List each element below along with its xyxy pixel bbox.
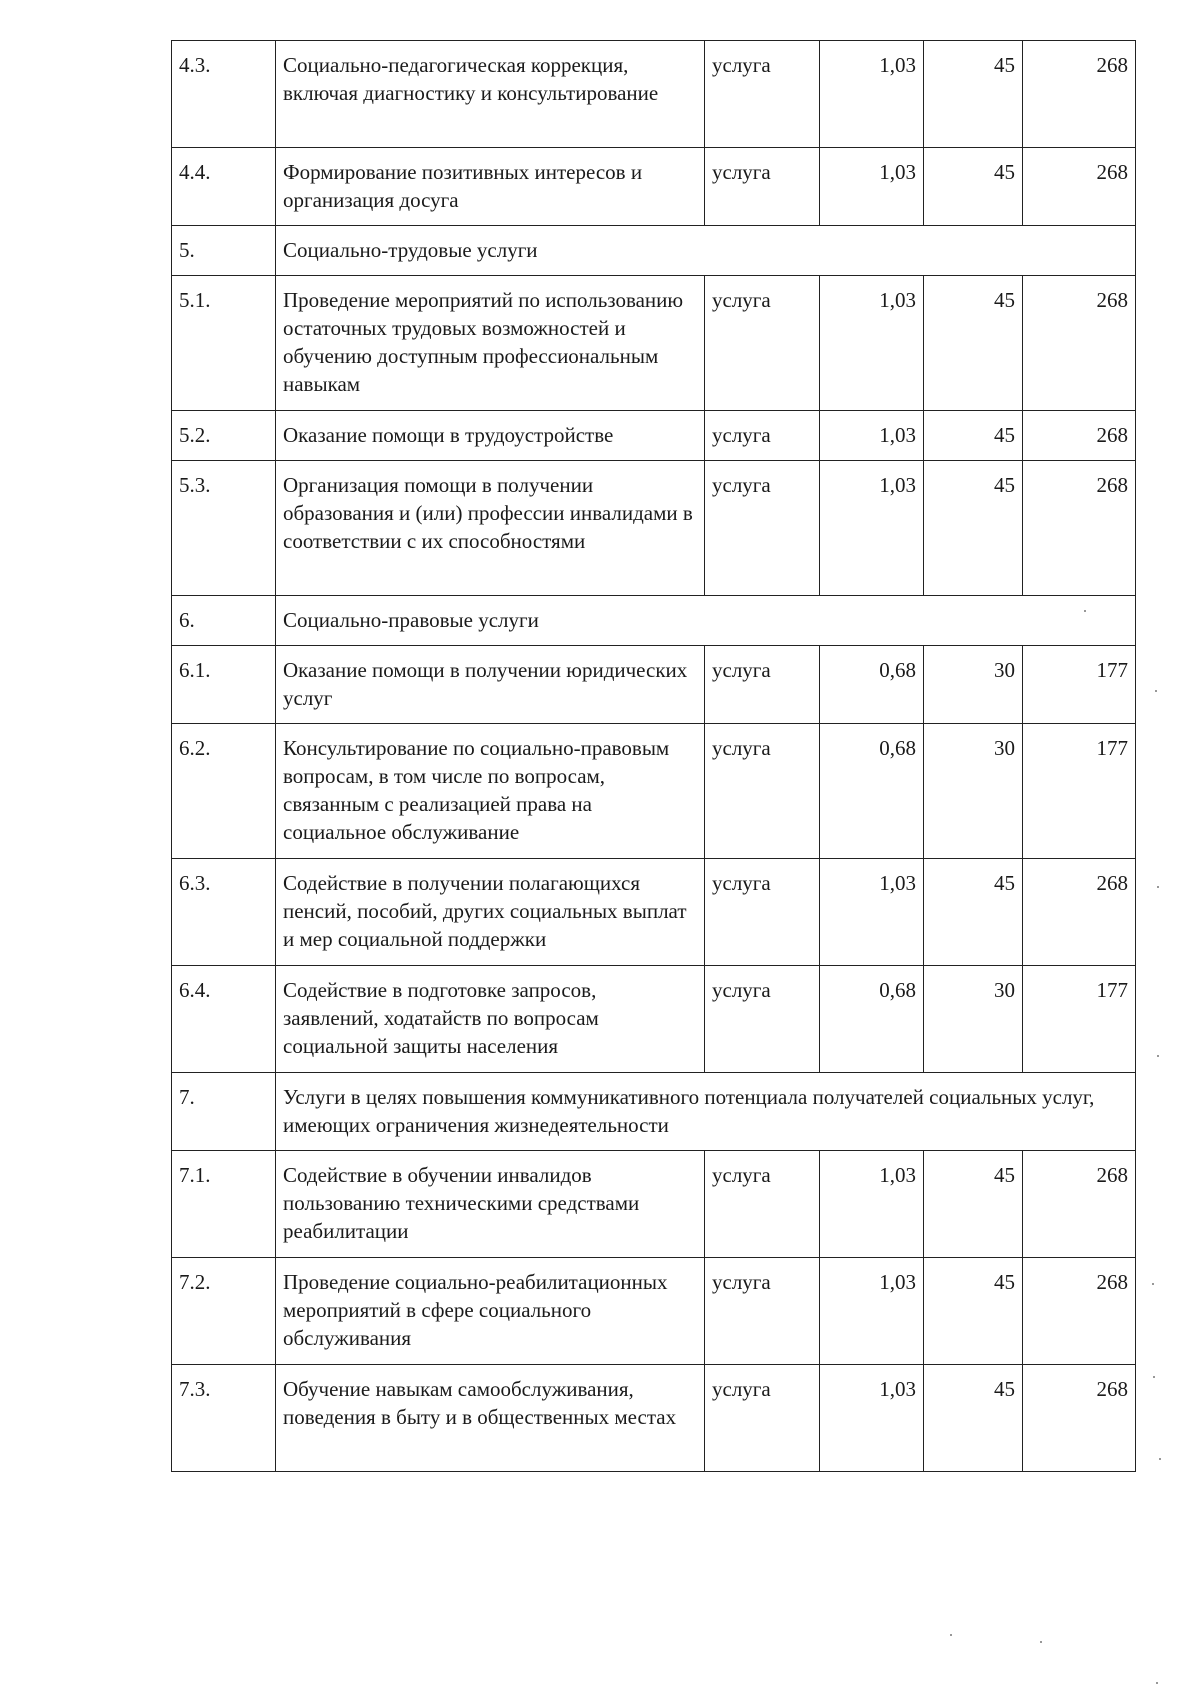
service-name: Содействие в подготовке запросов, заявлений, ходатайств по вопросам социальной защиты населения — [276, 966, 705, 1073]
coefficient-cell: 1,03 — [820, 859, 924, 966]
minutes-cell: 45 — [924, 411, 1023, 461]
minutes-cell: 30 — [924, 724, 1023, 859]
price-cell: 177 — [1023, 646, 1136, 724]
section-title: Социально-трудовые услуги — [276, 226, 1136, 276]
unit-cell: услуга — [705, 646, 820, 724]
table-row — [172, 1365, 1136, 1472]
row-number: 5. — [172, 226, 276, 276]
service-name: Социально-педагогическая коррекция, включая диагностику и консультирование — [276, 41, 705, 148]
minutes-cell: 45 — [924, 1151, 1023, 1258]
minutes-cell: 45 — [924, 1365, 1023, 1472]
table-row — [172, 276, 1136, 411]
coefficient-cell: 0,68 — [820, 724, 924, 859]
row-number: 6.3. — [172, 859, 276, 966]
scan-speck — [1084, 610, 1086, 612]
price-cell: 177 — [1023, 724, 1136, 859]
scan-speck — [950, 1634, 952, 1636]
scan-speck — [1153, 1376, 1155, 1378]
coefficient-cell: 1,03 — [820, 1258, 924, 1365]
minutes-cell: 30 — [924, 966, 1023, 1073]
table-row — [172, 41, 1136, 148]
table-row — [172, 646, 1136, 724]
minutes-cell: 45 — [924, 148, 1023, 226]
row-number: 7.1. — [172, 1151, 276, 1258]
table-row — [172, 966, 1136, 1073]
unit-cell: услуга — [705, 461, 820, 596]
coefficient-cell: 1,03 — [820, 41, 924, 148]
row-number: 6.1. — [172, 646, 276, 724]
row-number: 7.2. — [172, 1258, 276, 1365]
minutes-cell: 45 — [924, 1258, 1023, 1365]
unit-cell: услуга — [705, 411, 820, 461]
price-cell: 268 — [1023, 411, 1136, 461]
service-name: Организация помощи в получении образования и (или) профессии инвалидами в соответствии с их способностями — [276, 461, 705, 596]
service-name: Содействие в получении полагающихся пенсий, пособий, других социальных выплат и мер социальной поддержки — [276, 859, 705, 966]
scan-speck — [1152, 1283, 1154, 1285]
price-cell: 268 — [1023, 1258, 1136, 1365]
unit-cell: услуга — [705, 1151, 820, 1258]
service-name: Оказание помощи в получении юридических услуг — [276, 646, 705, 724]
minutes-cell: 45 — [924, 859, 1023, 966]
coefficient-cell: 1,03 — [820, 1365, 924, 1472]
minutes-cell: 45 — [924, 41, 1023, 148]
section-row — [172, 226, 1136, 276]
table-row — [172, 724, 1136, 859]
service-name: Консультирование по социально-правовым вопросам, в том числе по вопросам, связанным с реализацией права на социальное обслуживание — [276, 724, 705, 859]
table-row — [172, 1151, 1136, 1258]
unit-cell: услуга — [705, 148, 820, 226]
coefficient-cell: 1,03 — [820, 148, 924, 226]
row-number: 6. — [172, 596, 276, 646]
row-number: 5.2. — [172, 411, 276, 461]
service-name: Формирование позитивных интересов и организация досуга — [276, 148, 705, 226]
scan-speck — [1157, 886, 1159, 888]
table-row — [172, 1258, 1136, 1365]
row-number: 5.1. — [172, 276, 276, 411]
scan-speck — [1155, 690, 1157, 692]
price-cell: 268 — [1023, 859, 1136, 966]
coefficient-cell: 1,03 — [820, 411, 924, 461]
price-cell: 268 — [1023, 276, 1136, 411]
row-number: 7.3. — [172, 1365, 276, 1472]
section-row — [172, 1073, 1136, 1151]
unit-cell: услуга — [705, 724, 820, 859]
table-row — [172, 461, 1136, 596]
section-title: Услуги в целях повышения коммуникативного потенциала получателей социальных услуг, имеющих ограничения жизнедеятельности — [276, 1073, 1136, 1151]
row-number: 4.3. — [172, 41, 276, 148]
price-cell: 268 — [1023, 461, 1136, 596]
price-cell: 177 — [1023, 966, 1136, 1073]
table-row — [172, 859, 1136, 966]
price-cell: 268 — [1023, 148, 1136, 226]
table-row — [172, 148, 1136, 226]
scan-speck — [1157, 1055, 1159, 1057]
minutes-cell: 45 — [924, 461, 1023, 596]
service-name: Оказание помощи в трудоустройстве — [276, 411, 705, 461]
services-tariff-table — [171, 40, 1136, 1472]
row-number: 5.3. — [172, 461, 276, 596]
minutes-cell: 30 — [924, 646, 1023, 724]
scan-speck — [1156, 1682, 1158, 1684]
scan-speck — [1040, 1641, 1042, 1643]
service-name: Содействие в обучении инвалидов пользованию техническими средствами реабилитации — [276, 1151, 705, 1258]
unit-cell: услуга — [705, 859, 820, 966]
table-row — [172, 411, 1136, 461]
service-name: Проведение мероприятий по использованию остаточных трудовых возможностей и обучению доступным профессиональным навыкам — [276, 276, 705, 411]
table-body — [172, 41, 1136, 1472]
row-number: 4.4. — [172, 148, 276, 226]
unit-cell: услуга — [705, 966, 820, 1073]
scan-speck — [1159, 1458, 1161, 1460]
section-row — [172, 596, 1136, 646]
service-name: Обучение навыкам самообслуживания, поведения в быту и в общественных местах — [276, 1365, 705, 1472]
unit-cell: услуга — [705, 1365, 820, 1472]
unit-cell: услуга — [705, 1258, 820, 1365]
coefficient-cell: 1,03 — [820, 276, 924, 411]
section-title: Социально-правовые услуги — [276, 596, 1136, 646]
coefficient-cell: 0,68 — [820, 966, 924, 1073]
service-name: Проведение социально-реабилитационных мероприятий в сфере социального обслуживания — [276, 1258, 705, 1365]
unit-cell: услуга — [705, 41, 820, 148]
price-cell: 268 — [1023, 1151, 1136, 1258]
row-number: 6.2. — [172, 724, 276, 859]
unit-cell: услуга — [705, 276, 820, 411]
price-cell: 268 — [1023, 1365, 1136, 1472]
coefficient-cell: 1,03 — [820, 461, 924, 596]
coefficient-cell: 1,03 — [820, 1151, 924, 1258]
coefficient-cell: 0,68 — [820, 646, 924, 724]
row-number: 7. — [172, 1073, 276, 1151]
minutes-cell: 45 — [924, 276, 1023, 411]
row-number: 6.4. — [172, 966, 276, 1073]
price-cell: 268 — [1023, 41, 1136, 148]
